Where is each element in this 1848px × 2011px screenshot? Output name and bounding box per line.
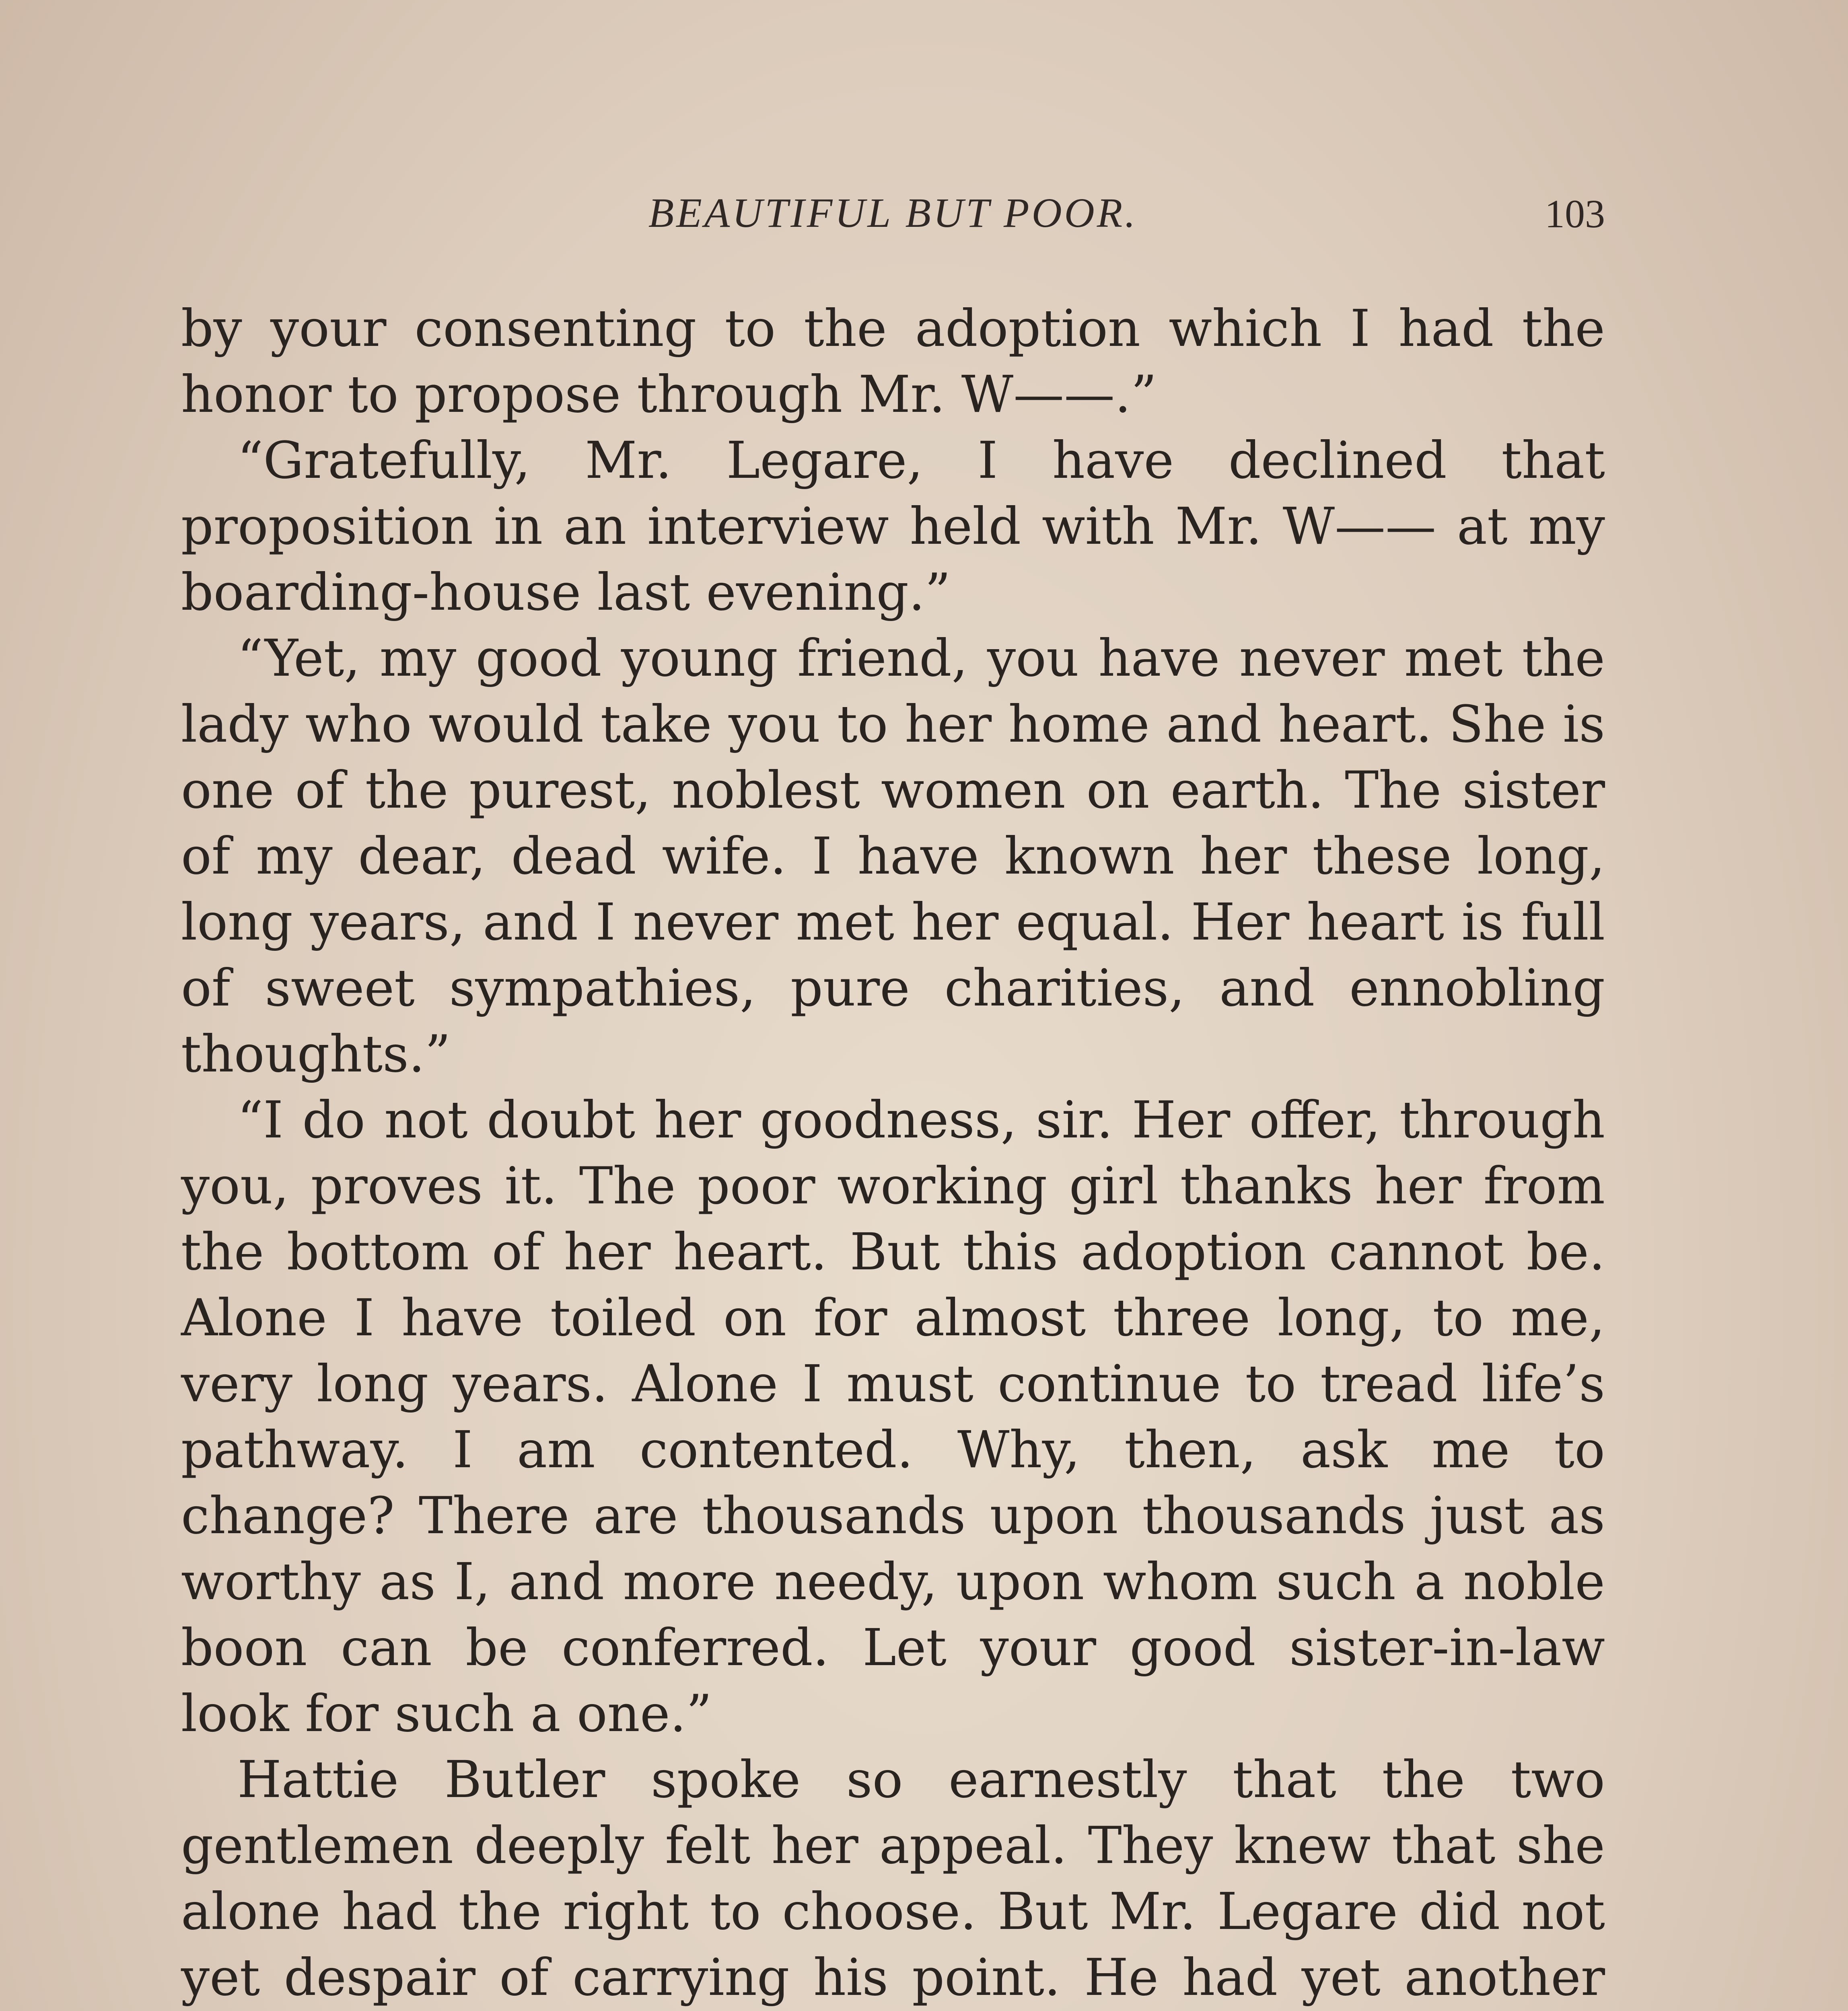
paragraph: Hattie Butler spoke so earnestly that the two gentlemen deeply felt her appeal. They knew that she alone had the right to choose. But Mr. Legare did not yet despair of carrying his point. He had yet another bbox=[181, 1750, 1605, 2007]
running-title: BEAUTIFUL BUT POOR. bbox=[648, 190, 1138, 236]
paragraph: “Yet, my good young friend, you have never met the lady who would take you to her home and heart. She is one of the purest, noblest women on earth. The sister of my dear, dead wife. I have known her these long, long years, and I never met her equal. Her heart is full of sweet sympathies, pure charities, and ennobling thoughts.” bbox=[181, 629, 1605, 1084]
page-number: 103 bbox=[1545, 191, 1605, 236]
paragraph: “Gratefully, Mr. Legare, I have declined that proposition in an interview held with Mr. W—— at my boarding-house last evening.” bbox=[181, 431, 1605, 622]
body-text bbox=[181, 296, 1605, 2011]
paragraph: “I do not doubt her goodness, sir. Her offer, through you, proves it. The poor working girl thanks her from the bottom of her heart. But this adoption cannot be. Alone I have toiled on for almost three long, to me, very long years. Alone I must continue to tread life’s pathway. I am contented. Why, then, ask me to change? There are thousands upon thousands just as worthy as I, and more needy, upon whom such a noble boon can be conferred. Let your good sister-in-law look for such a one.” bbox=[181, 1090, 1605, 1743]
page-header bbox=[181, 189, 1605, 253]
paragraph: by your consenting to the adoption which I had the honor to propose through Mr. W——.” bbox=[181, 299, 1605, 424]
